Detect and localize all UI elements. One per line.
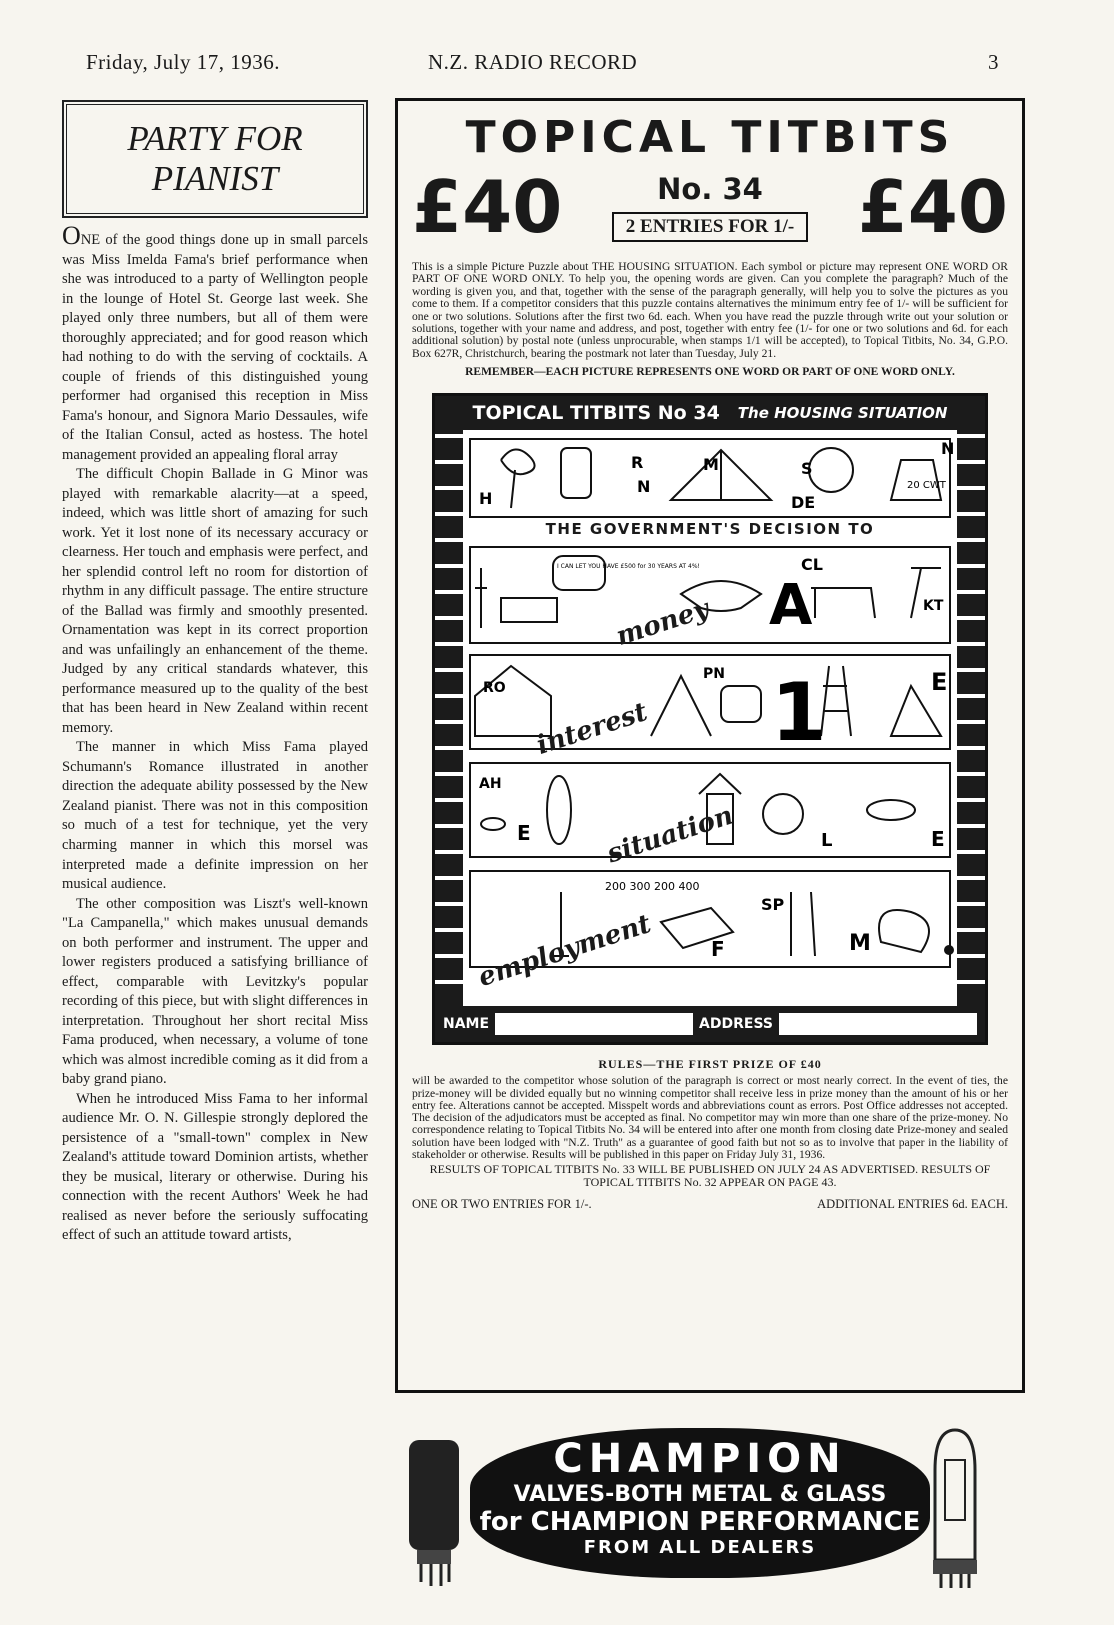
remember-note: REMEMBER—EACH PICTURE REPRESENTS ONE WORD OR PART OF ONE WORD ONLY.: [465, 366, 955, 379]
prize-left: £40: [412, 165, 563, 249]
headline-line-2: PIANIST: [151, 159, 279, 198]
puzzle-banner: [435, 396, 985, 430]
article-paragraph: The difficult Chopin Ballade in G Minor was played with remarkable alacrity—at a speed, indeed, which was little short of amazing for such work. Yet it lost none of its necessary accuracy or clearness. Her touch and emphasis were perfect, and her splendid control left no room for distortion of rhythm in any difficult passage. The entire structure of the Ballad was firmly and smoothly presented. Ornamentation was kept in its correct proportion and was unfailingly an enhancement of the theme. Judged by any critical standards whatever, this performance measured up to the quality of the best that has been heard in New Zealand within recent memory.: [62, 466, 368, 736]
puzzle-banner-sub: The HOUSING SITUATION: [737, 404, 948, 423]
letter-clue: H: [479, 489, 493, 509]
saucepan-icon: [721, 686, 761, 722]
champion-line-1: VALVES-BOTH METAL & GLASS: [513, 1482, 887, 1507]
tent-icon: [671, 450, 771, 500]
rules-text: will be awarded to the competitor whose solution of the paragraph is correct or most nearly correct. In the event of ties, the prize-money will be divided equally but no winning competitor shall receive less in prize money than the amount of his or her entry fee. Alterations cannot be accepted. Misspelt words and abbreviations count as errors. Post Office addresses not accepted. The decision of the adjudicators must be accepted as final. No competitor may win more than one share of the prize-money. No correspondence relating to Topical Titbits No. 34 will be entered into after one month from closing date Prize-money and sealed solution have been lodged with "N.Z. Truth" as a guarantee of good faith but not so as to involve that paper in the liability of stakeholder or otherwise. Results will be published in this paper on Friday July 31, 1936.: [412, 1074, 1008, 1162]
rules-heading: RULES—THE FIRST PRIZE OF £40: [598, 1057, 822, 1072]
letter-a-clue: A: [769, 573, 813, 639]
letter-clue: DE: [791, 493, 816, 513]
dot-icon: [945, 946, 953, 954]
puzzle-right-border: [957, 430, 985, 1006]
pillow-icon: [809, 448, 853, 492]
entries-left: ONE OR TWO ENTRIES FOR 1/-.: [412, 1197, 592, 1212]
government-line: THE GOVERNMENT'S DECISION TO: [545, 520, 875, 539]
cow-icon: [811, 588, 875, 618]
letter-clue: N: [637, 477, 651, 497]
spades-icon: [791, 892, 815, 956]
picture-puzzle: [432, 393, 988, 1045]
house-icon: [475, 666, 551, 736]
champion-line-2: for CHAMPION PERFORMANCE: [479, 1507, 921, 1537]
address-label: ADDRESS: [699, 1016, 774, 1033]
letter-clue: E: [517, 821, 531, 846]
headline-box: [62, 100, 368, 218]
paragraph-text: NE of the good things done up in small parcels was Miss Imelda Fama's brief performance when she was introduced to a party of Wellington people in the lounge of Hotel St. George last week. She played only three numbers, but all of them were thoroughly appreciated; and for good reason which had nothing to do with the serving of cocktails. A couple of friends of this distinguished young performer had organised this reception in Miss Fama's honour, and Signora Mario Dessaules, wife of the Italian Consul, acted as hostess. The hotel management provided an appealing floral array: [62, 232, 368, 463]
ring-icon: [547, 776, 571, 844]
word-money: money: [612, 594, 713, 653]
letter-clue: E: [931, 827, 945, 852]
prize-row: [412, 163, 1008, 251]
results-text: RESULTS OF TOPICAL TITBITS No. 33 WILL BE PUBLISHED ON JULY 24 AS ADVERTISED. RESULTS OF TOPICAL TITBITS No. 32 APPEAR ON PAGE 43.: [429, 1162, 991, 1190]
letter-clue: S: [801, 459, 813, 479]
article-paragraph: The manner in which Miss Fama played Schumann's Romance illustrated in another direction the adequate ability possessed by the New Zealand pianist. There was not in this composition so much of a test for technique, yet the very charming manner in which this morsel was interpreted made a definite impression on her musical audience.: [62, 739, 368, 893]
article-paragraph: The other composition was Liszt's well-known "La Campanella," which makes unusual demands on both performer and instrument. The upper and lower registers produced a satisfying brilliance of effect, comparable with Levitzky's popular recording of this piece, but with slight differences in interpretation. Throughout her short recital Miss Fama produced, when necessary, a volume of tone which was almost incredible coming as it did from a baby grand piano.: [62, 895, 368, 1088]
glove-icon: [561, 448, 591, 498]
metal-valve-icon: [395, 1420, 475, 1590]
word-employment: employment: [474, 909, 655, 994]
article-column: [62, 100, 368, 1246]
speech-bubble-text: I CAN LET YOU HAVE £500 for 30 YEARS AT 4%!: [557, 563, 700, 571]
letter-clue: F: [711, 937, 725, 962]
speech-bubble: [553, 556, 605, 590]
word-situation: situation: [603, 800, 737, 870]
tree-icon: [501, 450, 535, 509]
prize-middle: [612, 172, 808, 242]
mountain-icon: [651, 676, 711, 736]
article-paragraph: When he introduced Miss Fama to her informal audience Mr. O. N. Gillespie strongly deplored the persistence of a "small-town" complex in New Zealand's attitude toward Dominion artists, whether they be musical, literary or otherwise. During his connection with the recent Authors' Week he had realised as never before the seriously suffocating effect of such an attitude toward artists,: [62, 1090, 368, 1244]
numeral-one-clue: 1: [771, 666, 827, 745]
letter-clue: M: [703, 455, 719, 475]
row-2-pictures: [471, 548, 955, 638]
champion-brand: CHAMPION: [553, 1436, 847, 1482]
entry-form: [435, 1006, 985, 1042]
publication-name: N.Z. RADIO RECORD: [428, 50, 638, 74]
desk-icon: [501, 598, 557, 622]
letter-clue: AH: [479, 776, 502, 793]
champion-band: [470, 1428, 930, 1578]
champion-line-3: FROM ALL DEALERS: [583, 1537, 817, 1558]
mouse-icon: [481, 818, 505, 830]
hen-icon: [879, 910, 929, 952]
page-date: Friday, July 17, 1936.: [86, 50, 280, 74]
entries-row: [412, 1197, 1008, 1212]
dish-icon: [867, 800, 915, 820]
ball-icon: [763, 794, 803, 834]
address-field[interactable]: [779, 1013, 977, 1035]
letter-clue: SP: [761, 895, 785, 915]
ad-title: TOPICAL TITBITS: [465, 112, 955, 163]
letter-clue: N: [941, 440, 955, 459]
puzzle-number: No. 34: [657, 172, 763, 206]
letter-clue: R: [631, 453, 644, 473]
puzzle-row-1: [469, 438, 955, 518]
word-interest: interest: [533, 697, 652, 762]
puzzle-banner-title: TOPICAL TITBITS No 34: [472, 402, 720, 425]
glass-valve-icon: [915, 1420, 995, 1590]
entries-box: 2 ENTRIES FOR 1/-: [612, 212, 808, 242]
letter-clue: KT: [923, 598, 944, 615]
name-field[interactable]: [495, 1013, 693, 1035]
article-paragraph: [62, 221, 368, 465]
headline-line-1: PARTY FOR: [127, 119, 303, 158]
prize-right: £40: [857, 165, 1008, 249]
letter-clue: PN: [703, 666, 725, 683]
drop-cap: O: [62, 221, 81, 250]
champion-valves-ad: [395, 1420, 995, 1590]
intro-text: This is a simple Picture Puzzle about THE HOUSING SITUATION. Each symbol or picture may represent ONE WORD OR PART OF ONE WORD ONLY. To help you, the opening words are given. Can you complete the paragraph? Much of the wording is given you, and that, together with the sense of the paragraph generally, will help you to solve the pictures as you come to them. If a competitor considers that this puzzle contains alternatives the minimum entry fee of 1/- will be sufficient for one or two solutions. Solutions after the first two 6d. each. When you have read the puzzle through write out your solution or solutions, together with your name and address, and post, together with entry fee (1/- for one or two solutions and 6d. for each additional solution) by postal note (unless unprocurable, when stamps 1/1 will be accepted), to Topical Titbits, No. 34, G.P.O. Box 627R, Christchurch, bearing the postmark not later than Tuesday, July 21.: [412, 260, 1008, 360]
entries-right: ADDITIONAL ENTRIES 6d. EACH.: [817, 1197, 1008, 1212]
name-label: NAME: [443, 1016, 490, 1033]
article-body: [62, 221, 368, 1246]
topical-titbits-ad: [395, 98, 1025, 1393]
row-1-pictures: [471, 440, 955, 512]
page-number: 3: [988, 50, 999, 74]
letter-clue: RO: [483, 680, 506, 697]
letter-clue: L: [821, 830, 833, 852]
puzzle-row-2: [469, 546, 951, 644]
numbers-list: 200 300 200 400: [605, 880, 700, 894]
weight-label: 20 CWT: [907, 480, 946, 492]
man-icon: [475, 568, 487, 628]
puzzle-left-border: [435, 430, 463, 1006]
letter-clue: E: [931, 668, 948, 697]
letter-clue: CL: [801, 555, 823, 575]
letter-clue: M: [849, 931, 871, 957]
